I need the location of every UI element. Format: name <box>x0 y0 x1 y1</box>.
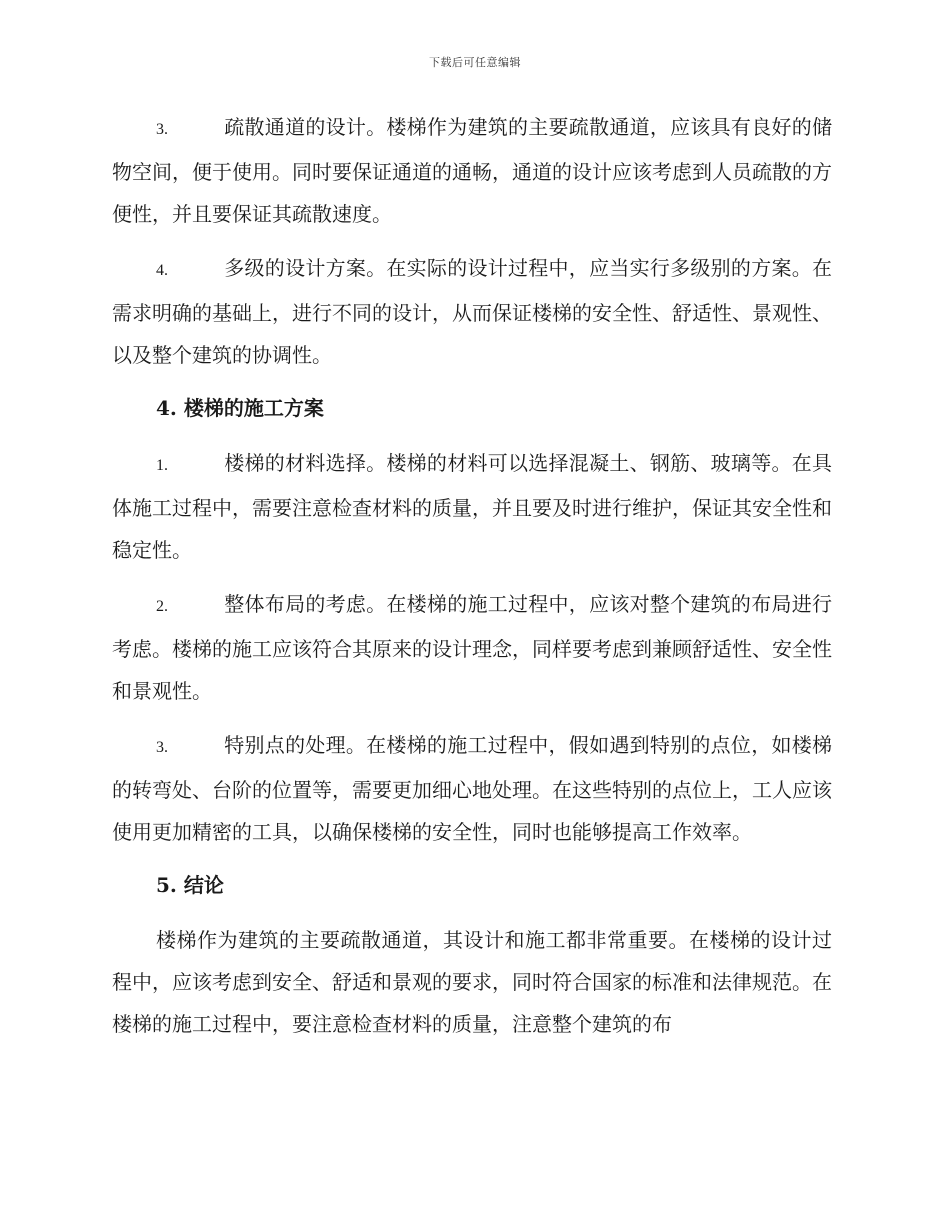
list-text: 疏散通道的设计。楼梯作为建筑的主要疏散通道，应该具有良好的储物空间，便于使用。同时要保证通道的通畅，通道的设计应该考虑到人员疏散的方便性，并且要保证其疏散速度。 <box>112 115 832 226</box>
list-number: 2. <box>156 598 168 615</box>
list-item <box>112 247 832 376</box>
list-number: 3. <box>156 739 168 756</box>
list-text: 楼梯的材料选择。楼梯的材料可以选择混凝土、钢筋、玻璃等。在具体施工过程中，需要注意检查材料的质量，并且要及时进行维护，保证其安全性和稳定性。 <box>112 451 832 562</box>
list-text: 多级的设计方案。在实际的设计过程中，应当实行多级别的方案。在需求明确的基础上，进行不同的设计，从而保证楼梯的安全性、舒适性、景观性、以及整个建筑的协调性。 <box>112 256 832 367</box>
header-note: 下载后可任意编辑 <box>429 56 521 69</box>
list-item <box>112 724 832 853</box>
section-heading: 5. 结论 <box>156 873 224 897</box>
body-paragraph: 楼梯作为建筑的主要疏散通道，其设计和施工都非常重要。在楼梯的设计过程中，应该考虑到安全、舒适和景观的要求，同时符合国家的标准和法律规范。在楼梯的施工过程中，要注意检查材料的质量，注意整个建筑的布 <box>112 928 832 1036</box>
list-number: 3. <box>156 121 168 138</box>
list-number: 1. <box>156 457 168 474</box>
list-item <box>112 442 832 571</box>
section-heading: 4. 楼梯的施工方案 <box>156 396 324 420</box>
document-body <box>112 106 832 1057</box>
list-text: 整体布局的考虑。在楼梯的施工过程中，应该对整个建筑的布局进行考虑。楼梯的施工应该符合其原来的设计理念，同样要考虑到兼顾舒适性、安全性和景观性。 <box>112 592 832 703</box>
list-number: 4. <box>156 262 168 279</box>
list-item <box>112 106 832 235</box>
list-item <box>112 583 832 712</box>
list-text: 特别点的处理。在楼梯的施工过程中，假如遇到特别的点位，如楼梯的转弯处、台阶的位置等，需要更加细心地处理。在这些特别的点位上，工人应该使用更加精密的工具，以确保楼梯的安全性，同时也能够提高工作效率。 <box>112 733 832 844</box>
